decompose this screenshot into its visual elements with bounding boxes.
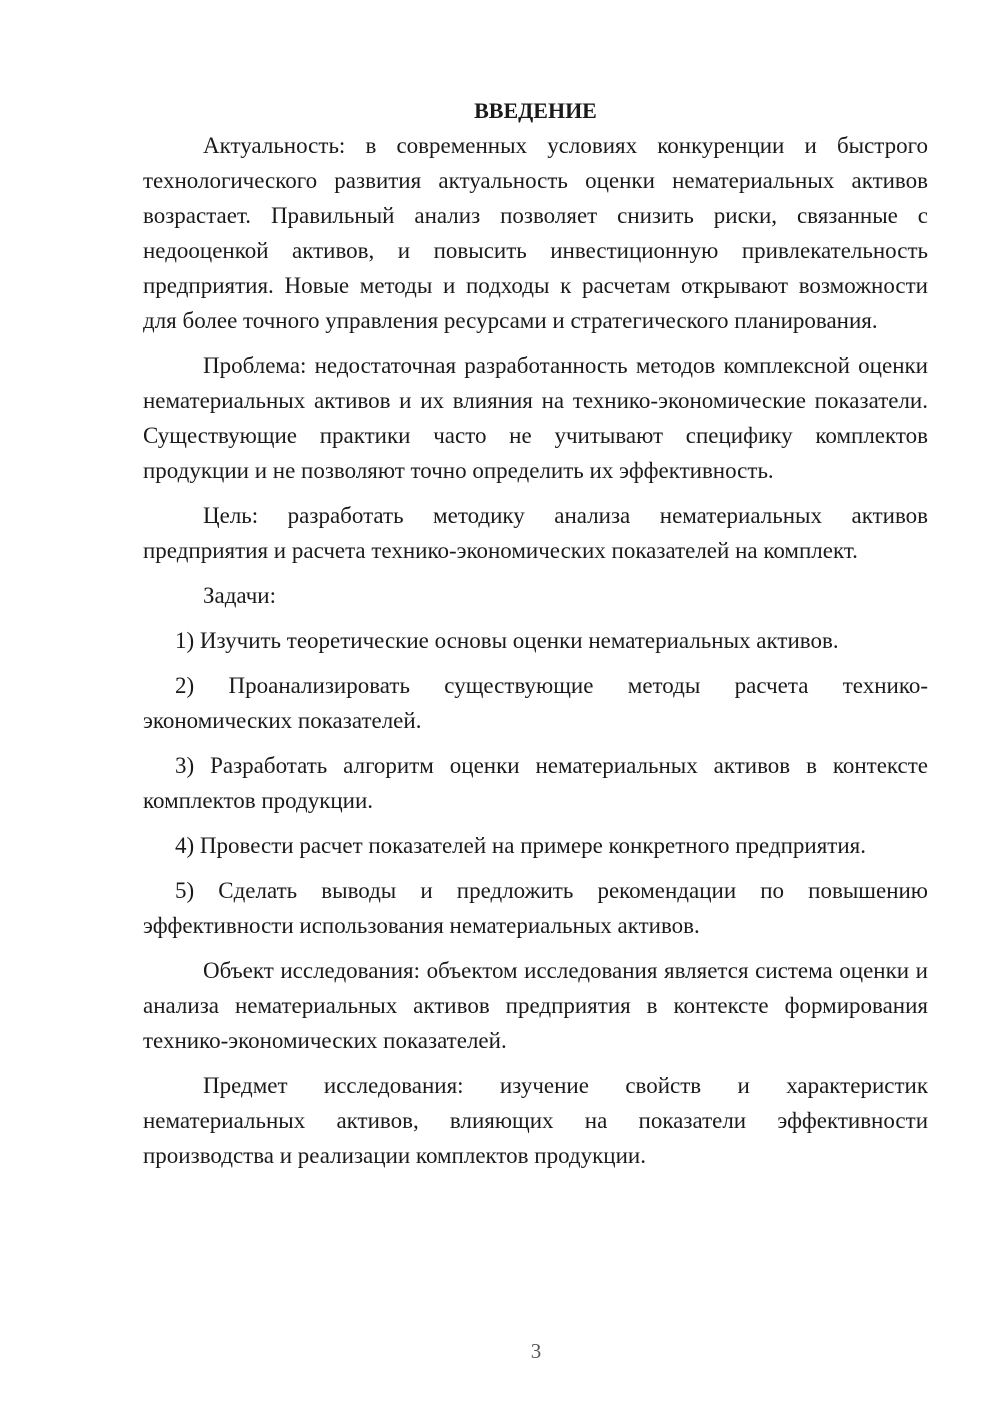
tasks-label: Задачи: — [203, 583, 276, 608]
object-paragraph: Объект исследования: объектом исследования является система оценки и анализа нематериальных активов предприятия в контексте формирования технико-экономических показателей. — [143, 958, 928, 1053]
page-content — [143, 93, 928, 1183]
relevance-paragraph: Актуальность: в современных условиях конкуренции и быстрого технологического развития актуальность оценки нематериальных активов возрастает. Правильный анализ позволяет снизить риски, связанные с недооценкой активов, и повысить инвестиционную привлекательность предприятия. Новые методы и подходы к расчетам открывают возможности для более точного управления ресурсами и стратегического планирования. — [143, 133, 928, 333]
task-item-2: 2) Проанализировать существующие методы расчета технико-экономических показателей. — [143, 673, 928, 733]
problem-paragraph: Проблема: недостаточная разработанность методов комплексной оценки нематериальных активов и их влияния на технико-экономические показатели. Существующие практики часто не учитывают специфику комплектов продукции и не позволяют точно определить их эффективность. — [143, 353, 928, 483]
task-item-3: 3) Разработать алгоритм оценки нематериальных активов в контексте комплектов продукции. — [143, 753, 928, 813]
subject-paragraph: Предмет исследования: изучение свойств и характеристик нематериальных активов, влияющих на показатели эффективности производства и реализации комплектов продукции. — [143, 1073, 928, 1168]
task-item-4: 4) Провести расчет показателей на примере конкретного предприятия. — [175, 833, 866, 858]
goal-paragraph: Цель: разработать методику анализа нематериальных активов предприятия и расчета технико-экономических показателей на комплект. — [143, 503, 928, 563]
page-number: 3 — [530, 1339, 542, 1363]
task-item-5: 5) Сделать выводы и предложить рекомендации по повышению эффективности использования нематериальных активов. — [143, 878, 928, 938]
task-item-1: 1) Изучить теоретические основы оценки нематериальных активов. — [175, 628, 839, 653]
section-heading: ВВЕДЕНИЕ — [474, 98, 597, 123]
